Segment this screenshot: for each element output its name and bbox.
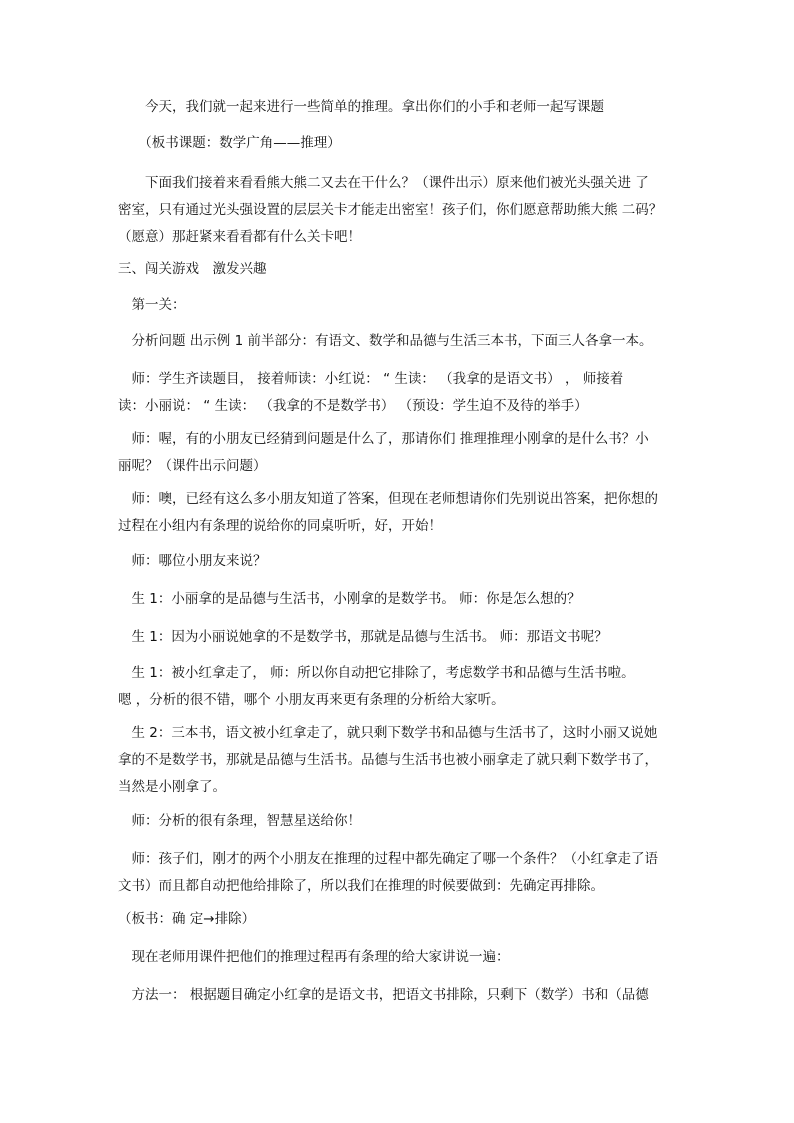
section-heading [118,256,683,283]
text-line: （板书课题：数学广角——推理） [118,135,341,151]
text-line: 今天，我们就一起来进行一些简单的推理。拿出你们的小手和老师一起写课题 [118,99,604,115]
text-line: 生 2：三本书，语文被小红拿走了，就只剩下数学书和品德与生活书了，这时小丽又说她 [118,725,658,741]
paragraph [118,808,683,835]
paragraph [118,660,683,714]
text-line: 生 1：因为小丽说她拿的不是数学书，那就是品德与生活书。 师：那语文书呢？ [118,629,608,645]
paragraph [118,486,683,540]
paragraph [118,586,683,613]
paragraph [118,366,683,420]
text-line: 下面我们接着来看看熊大熊二又去在干什么？（课件出示）原来他们被光头强关进 了 [118,175,649,191]
text-line: 拿的不是数学书，那就是品德与生活书。品德与生活书也被小丽拿走了就只剩下数学书了， [118,752,658,768]
paragraph [118,982,683,1009]
text-line: 第一关： [118,297,186,313]
paragraph [118,906,683,933]
text-line: （愿意）那赶紧来看看都有什么关卡吧！ [118,229,361,245]
text-line: 三、闯关游戏 激发兴趣 [118,261,267,277]
paragraph [118,944,683,971]
paragraph [118,624,683,651]
paragraph [118,846,683,900]
text-line: 师：分析的很有条理，智慧星送给你！ [118,813,361,829]
text-line: 师：学生齐读题目， 接着师读：小红说： “ 生读： （我拿的是语文书） ， 师接着 [118,371,624,387]
paragraph [118,292,683,319]
text-line: 读：小丽说： “ 生读： （我拿的不是数学书） （预设：学生迫不及待的举手） [118,398,588,414]
text-line: 当然是小刚拿了。 [118,779,226,795]
paragraph [118,170,683,251]
paragraph [118,328,683,355]
text-line: 师：哪位小朋友来说？ [118,553,267,569]
text-line: 过程在小组内有条理的说给你的同桌听听，好，开始！ [118,518,442,534]
text-line: 密室，只有通过光头强设置的层层关卡才能走出密室！孩子们，你们愿意帮助熊大熊 二码？ [118,202,663,218]
paragraph [118,426,683,480]
text-line: 方法一： 根据题目确定小红拿的是语文书，把语文书排除，只剩下（数学）书和（品德 [118,987,649,1003]
text-line: 师：噢，已经有这么多小朋友知道了答案，但现在老师想请你们先别说出答案，把你想的 [118,491,658,507]
text-line: 师：孩子们，刚才的两个小朋友在推理的过程中都先确定了哪一个条件？（小红拿走了语 [118,851,658,867]
text-line: （板书：确 定→排除） [118,911,256,927]
text-line: 师：喔，有的小朋友已经猜到问题是什么了，那请你们 推理推理小刚拿的是什么书？小 [118,431,649,447]
paragraph [118,548,683,575]
paragraph [118,94,683,121]
paragraph [118,130,683,157]
text-line: 嗯 ，分析的很不错，哪个 小朋友再来更有条理的分析给大家听。 [118,692,505,708]
text-line: 文书）而且都自动把他给排除了，所以我们在推理的时候要做到：先确定再排除。 [118,878,604,894]
text-line: 生 1：被小红拿走了， 师：所以你自动把它排除了，考虑数学书和品德与生活书啦。 [118,665,635,681]
paragraph [118,720,683,801]
text-line: 生 1：小丽拿的是品德与生活书，小刚拿的是数学书。 师：你是怎么想的？ [118,591,581,607]
text-line: 现在老师用课件把他们的推理过程再有条理的给大家讲说一遍： [118,949,510,965]
text-line: 丽呢？（课件出示问题） [118,458,267,474]
text-line: 分析问题 出示例 1 前半部分：有语文、数学和品德与生活三本书，下面三人各拿一本。 [118,333,653,349]
